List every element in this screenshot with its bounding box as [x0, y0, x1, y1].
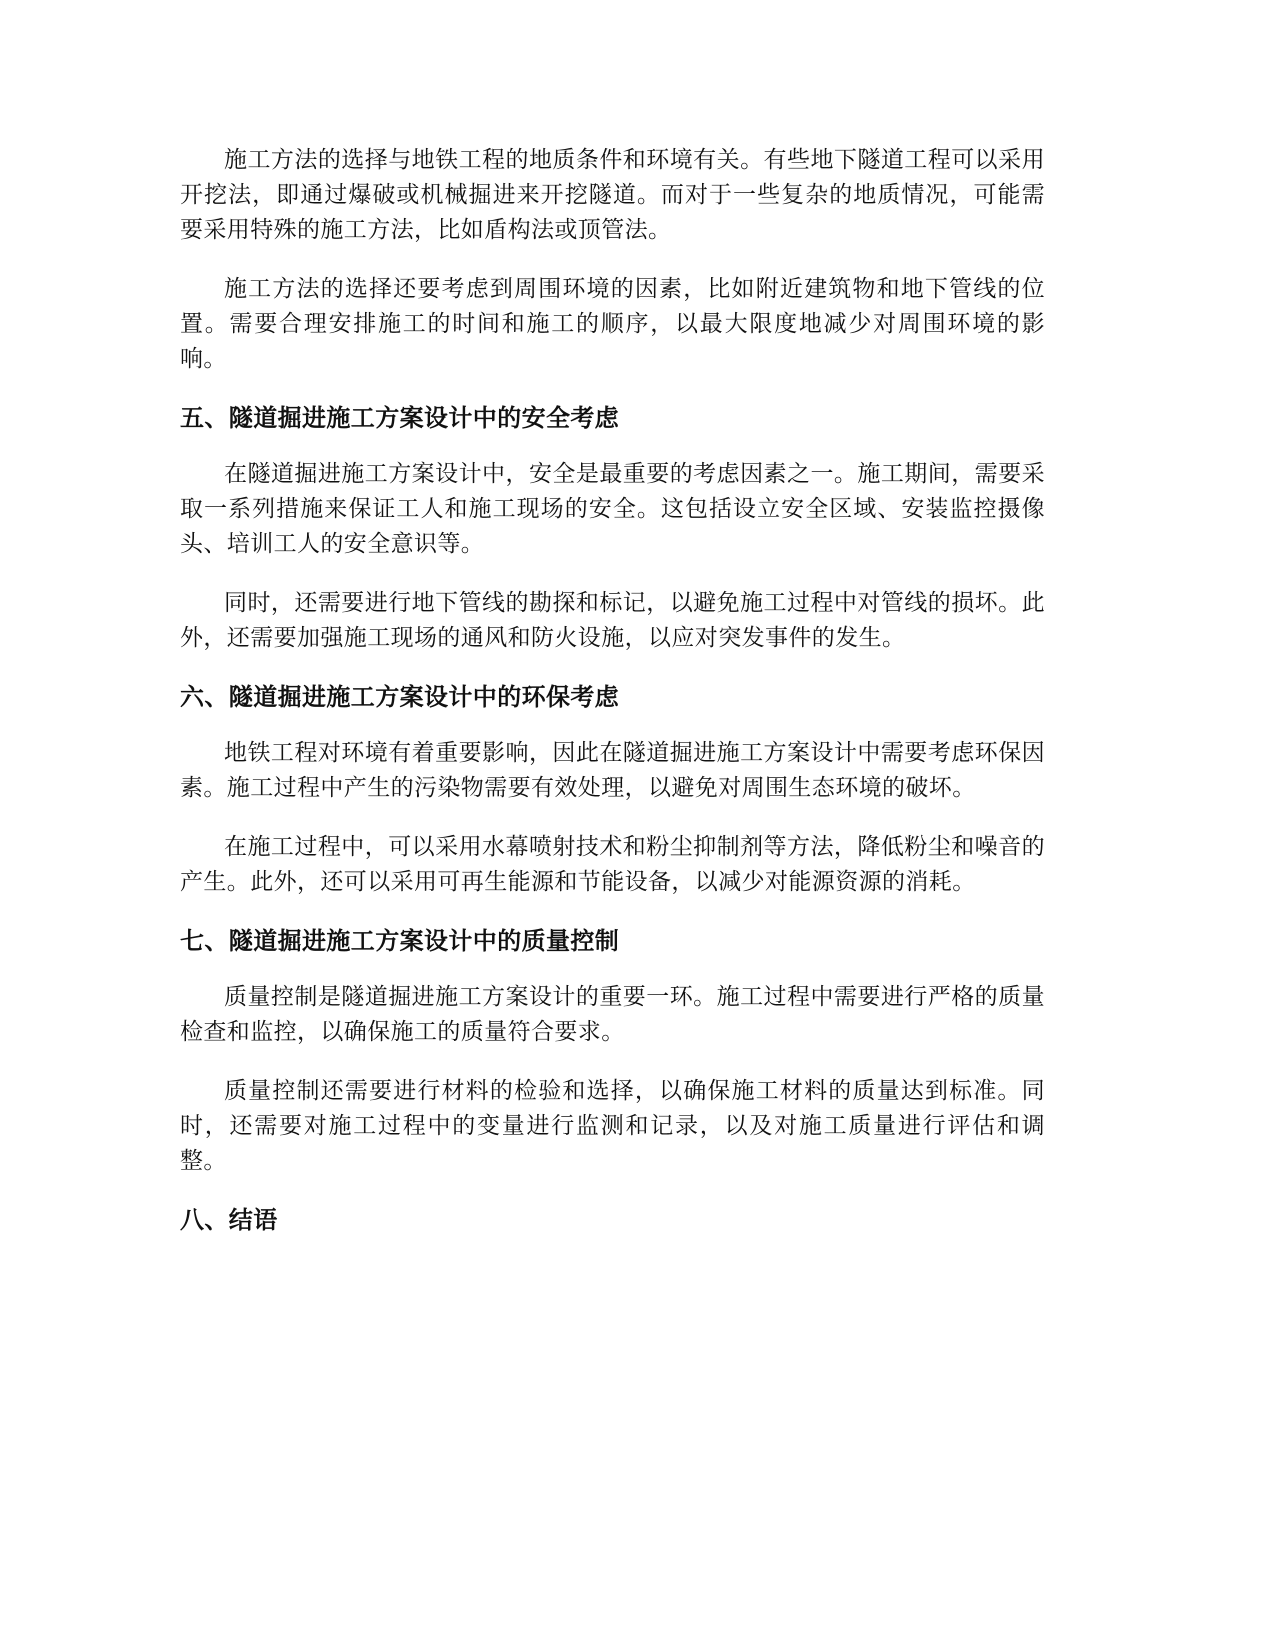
section-heading-environmental: 六、隧道掘进施工方案设计中的环保考虑 — [180, 683, 620, 711]
paragraph-environmental-impact: 地铁工程对环境有着重要影响，因此在隧道掘进施工方案设计中需要考虑环保因素。施工过程中产生的污染物需要有效处理，以避免对周围生态环境的破坏。 — [180, 740, 1045, 801]
document-body — [180, 143, 1045, 1259]
paragraph-environmental-methods: 在施工过程中，可以采用水幕喷射技术和粉尘抑制剂等方法，降低粉尘和噪音的产生。此外，还可以采用可再生能源和节能设备，以减少对能源资源的消耗。 — [180, 834, 1045, 895]
paragraph-safety-pipelines: 同时，还需要进行地下管线的勘探和标记，以避免施工过程中对管线的损坏。此外，还需要加强施工现场的通风和防火设施，以应对突发事件的发生。 — [180, 590, 1045, 651]
paragraph-quality-inspection: 质量控制是隧道掘进施工方案设计的重要一环。施工过程中需要进行严格的质量检查和监控，以确保施工的质量符合要求。 — [180, 984, 1045, 1045]
section-heading-conclusion: 八、结语 — [180, 1206, 278, 1234]
paragraph-construction-method-geology: 施工方法的选择与地铁工程的地质条件和环境有关。有些地下隧道工程可以采用开挖法，即通过爆破或机械掘进来开挖隧道。而对于一些复杂的地质情况，可能需要采用特殊的施工方法，比如盾构法或顶管法。 — [180, 147, 1045, 243]
paragraph-safety-measures: 在隧道掘进施工方案设计中，安全是最重要的考虑因素之一。施工期间，需要采取一系列措施来保证工人和施工现场的安全。这包括设立安全区域、安装监控摄像头、培训工人的安全意识等。 — [180, 461, 1045, 557]
section-heading-quality: 七、隧道掘进施工方案设计中的质量控制 — [180, 927, 620, 955]
paragraph-quality-materials: 质量控制还需要进行材料的检验和选择，以确保施工材料的质量达到标准。同时，还需要对施工过程中的变量进行监测和记录，以及对施工质量进行评估和调整。 — [180, 1078, 1045, 1174]
section-heading-safety: 五、隧道掘进施工方案设计中的安全考虑 — [180, 404, 620, 432]
paragraph-construction-method-environment: 施工方法的选择还要考虑到周围环境的因素，比如附近建筑物和地下管线的位置。需要合理安排施工的时间和施工的顺序，以最大限度地减少对周围环境的影响。 — [180, 276, 1045, 372]
